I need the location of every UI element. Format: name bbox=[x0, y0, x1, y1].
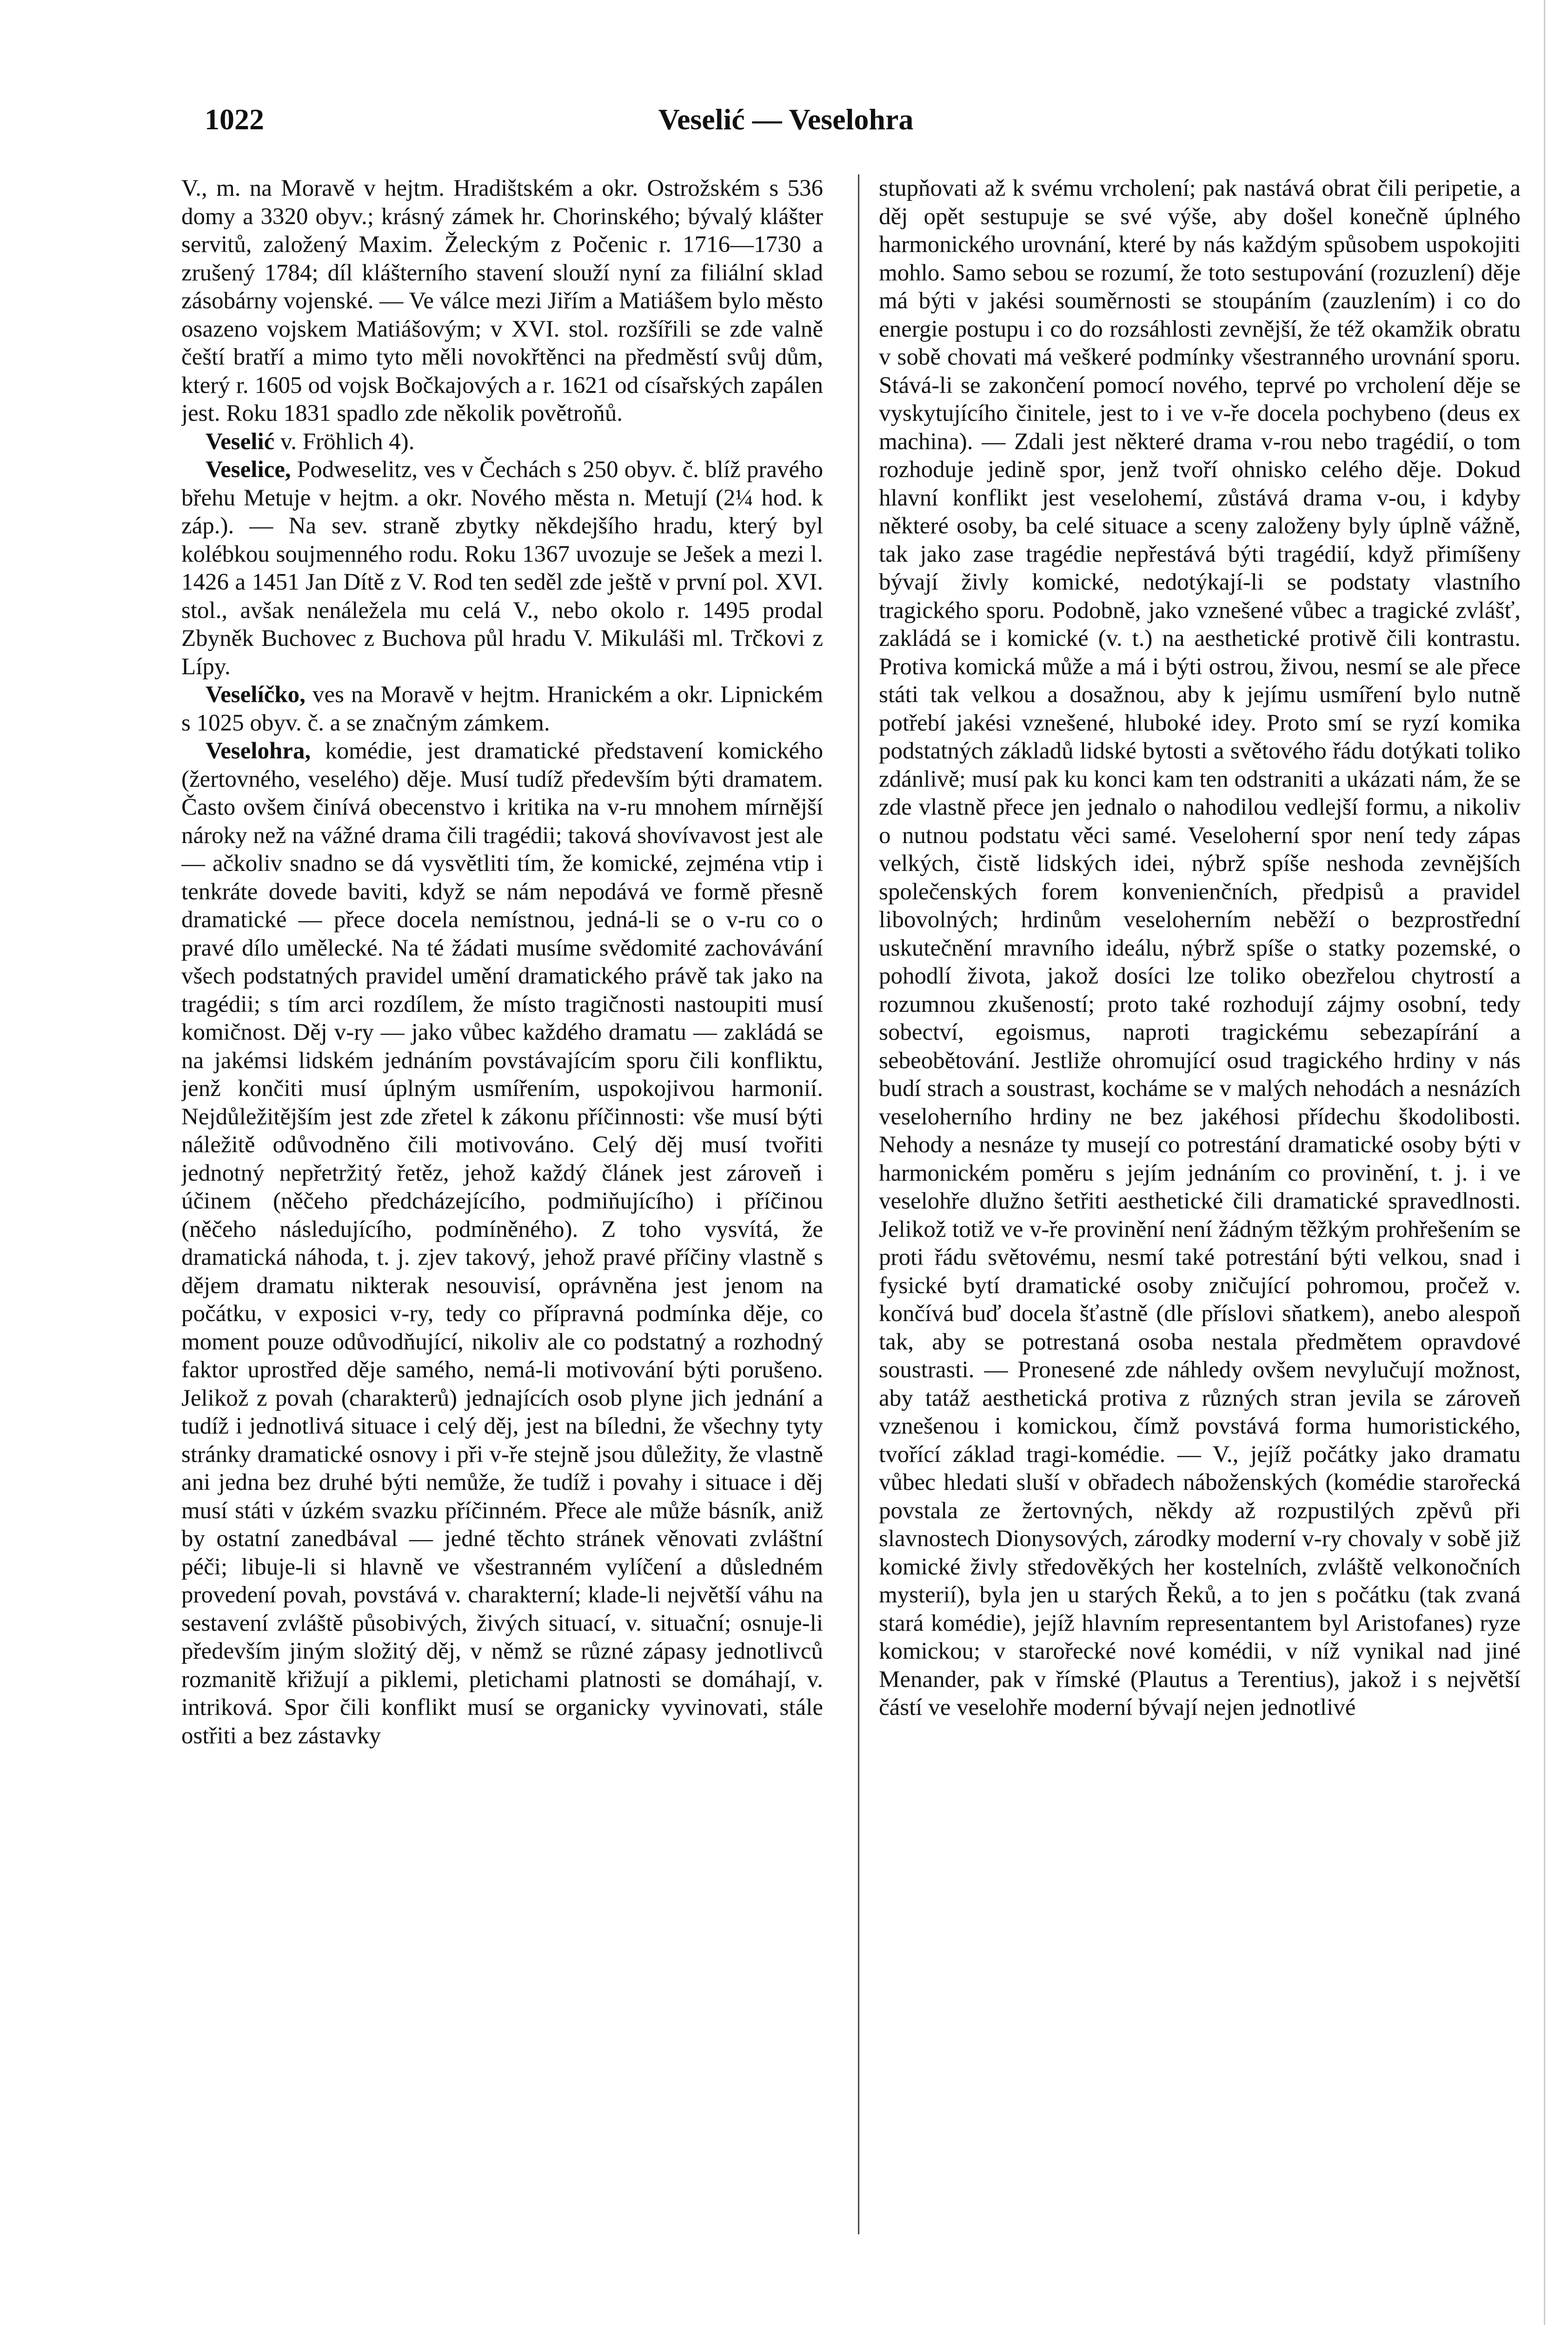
entry-text: V., m. na Moravě v hejtm. Hradištském a okr. Ostrožském s 536 domy a 3320 obyv.; krásný zámek hr. Chorinského; bývalý klášter servitů, založený Maxim. Želeckým z Počenic r. 1716—1730 a zrušený 1784; díl klášterního stavení slouží nyní za filiální sklad zásobárny vojenské. — Ve válce mezi Jiřím a Matiášem bylo město osazeno vojskem Matiášovým; v XVI. stol. rozšířili se zde valně čeští bratří a mimo tyto měli novokřtěnci na předměstí svůj dům, který r. 1605 od vojsk Bočkajových a r. 1621 od císařských zapálen jest. Roku 1831 spadlo zde několik povětroňů. bbox=[181, 175, 823, 426]
entry-text: komédie, jest dramatické představení komického (žertovného, veselého) děje. Musí tudíž především býti dramatem. Často ovšem činívá obecenstvo i kritika na v-ru mnohem mírnější nároky než na vážné drama čili tragédii; taková shovívavost jest ale — ačkoliv snadno se dá vysvětliti tím, že komické, zejména vtip i tenkráte dovede baviti, když se nám nepodává ve formě přesně dramatické — přece docela nemístnou, jedná-li se o v-ru co o pravé dílo umělecké. Na té žádati musíme svědomité zachovávání všech podstatných pravidel umění dramatického právě tak jako na tragédii; s tím arci rozdílem, že místo tragičnosti nastoupiti musí komičnost. Děj v-ry — jako vůbec každého dramatu — zakládá se na jakémsi lidském jednáním povstávajícím sporu čili konfliktu, jenž končiti musí úplným usmířením, uspokojivou harmonií. Nejdůležitějším jest zde zřetel k zákonu příčinnosti: vše musí býti náležitě odůvodněno čili motivováno. Celý děj musí tvořiti jednotný nepřetržitý řetěz, jehož každý článek jest zároveň i účinem (něčeho předcházejícího, podmiňujícího) i příčinou (něčeho následujícího, podmíněného). Z toho vysvítá, že dramatická náhoda, t. j. zjev takový, jehož pravé příčiny vlastně s dějem dramatu nikterak nesouvisí, oprávněna jest jenom na počátku, v exposici v-ry, tedy co přípravná podmínka děje, co moment pouze odůvodňující, nikoliv ale co podstatný a rozhodný faktor uprostřed děje samého, nemá-li motivování býti porušeno. Jelikož z povah (charakterů) jednajících osob plyne jich jednání a tudíž i jednotlivá situace i celý děj, jest na bíledni, že všechny tyty stránky dramatické osnovy i při v-ře stejně jsou důležity, že vlastně ani jedna bez druhé býti nemůže, že tudíž i povahy i situace i děj musí státi v úzkém svazku příčinném. Přece ale může básník, aniž by ostatní zanedbával — jedné těchto stránek věnovati zvláštní péči; libuje-li si hlavně ve všestranném vylíčení a důsledném provedení povah, povstává v. charakterní; klade-li největší váhu na sestavení zvláště působivých, živých situací, v. situační; osnuje-li především jiným složitý děj, v němž se různé zápasy jednotlivců rozmanitě křižují a piklemi, pletichami platnosti se domáhají, v. intriková. Spor čili konflikt musí se organicky vyvinovati, stále ostřiti a bez zástavky bbox=[181, 738, 823, 1749]
running-head: Veselić — Veselohra bbox=[658, 103, 914, 136]
entry-text: ves na Moravě v hejtm. Hranickém a okr. Lipnickém s 1025 obyv. č. a se značným zámkem. bbox=[181, 682, 823, 736]
entry-paragraph bbox=[181, 174, 823, 428]
left-column bbox=[181, 174, 823, 2262]
page-header bbox=[205, 102, 1367, 144]
entry-text: Podweselitz, ves v Čechách s 250 obyv. č. blíž pravého břehu Metuje v hejtm. a okr. Nového města n. Metují (2¼ hod. k záp.). — Na sev. straně zbytky někdejšího hradu, který byl kolébkou soujmenného rodu. Roku 1367 uvozuje se Ješek a mezi l. 1426 a 1451 Jan Dítě z V. Rod ten seděl zde ještě v první pol. XVI. stol., avšak nenáležela mu celá V., nebo okolo r. 1495 prodal Zbyněk Buchovec z Buchova půl hradu V. Mikuláši ml. Trčkovi z Lípy. bbox=[181, 457, 823, 680]
entry-text: stupňovati až k svému vrcholení; pak nastává obrat čili peripetie, a děj opět sestupuje se své výše, aby došel konečně úplného harmonického urovnání, které by nás každým spůsobem uspokojiti mohlo. Samo sebou se rozumí, že toto sestupování (rozuzlení) děje má býti v jakési souměrnosti se stoupáním (zauzlením) i co do energie postupu i co do rozsáhlosti zevnější, že též okamžik obratu v sobě chovati má veškeré podmínky všestranného urovnání sporu. Stává-li se zakončení pomocí nového, teprvé po vrcholení děje se vyskytujícího činitele, jest to i ve v-ře docela pochybeno (deus ex machina). — Zdali jest některé drama v-rou nebo tragédií, o tom rozhoduje jedině spor, jenž tvoří ohnisko celého děje. Dokud hlavní konflikt jest veselohemí, zůstává drama v-ou, i kdyby některé osoby, ba celé situace a sceny založeny byly úplně vážně, tak jako zase tragédie nepřestává býti tragédií, když přimíšeny bývají živly komické, nedotýkají-li se podstaty vlastního tragického sporu. Podobně, jako vznešené vůbec a tragické zvlášť, zakládá se i komické (v. t.) na aesthetické protivě čili kontrastu. Protiva komická může a má i býti ostrou, živou, nesmí se ale přece státi tak velkou a dosažnou, aby k jejímu usmíření bylo nutně potřebí jakési vznešené, hluboké idey. Proto smí se ryzí komika podstatných základů lidské bytosti a světového řádu dotýkati toliko zdánlivě; musí pak ku konci kam ten odstraniti a ukázati nám, že se zde vlastně přece jen jednalo o nahodilou vedlejší formu, a nikoliv o nutnou podstatu věci samé. Veseloherní spor není tedy zápas velkých, čistě lidských idei, nýbrž spíše neshoda zevnějších společenských forem konvenienčních, předpisů a pravidel libovolných; hrdinům veseloherním neběží o bezprostřední uskutečnění mravního ideálu, nýbrž spíše o statky pozemské, o pohodlí života, jakož dosíci lze toliko obezřelou chytrostí a rozumnou zkušeností; proto také rozhodují zájmy osobní, tedy sobectví, egoismus, naproti tragickému sebezapírání a sebeobětování. Jestliže ohromující osud tragického hrdiny v nás budí strach a soustrast, kocháme se v malých nehodách a nesnázích veseloherního hrdiny ne bez jakéhosi přídechu škodolibosti. Nehody a nesnáze ty musejí co potrestání dramatické osoby býti v harmonickém poměru s jejím jednáním co provinění, t. j. i ve veselohře dlužno šetřiti aesthetické čili dramatické spravedlnosti. Jelikož totiž ve v-ře provinění není žádným těžkým prohřešením se proti řádu světovému, nesmí také potrestání býti velkou, snad i fysické bytí dramatické osoby zničující pohromou, pročež v. končívá buď docela šťastně (dle příslovi sňatkem), anebo alespoň tak, aby se potrestaná osoba nestala předmětem opravdové soustrasti. — Pronesené zde náhledy ovšem nevylučují možnost, aby tatáž aesthetická protiva z různých stran jevila se zároveň vznešenou i komickou, čímž povstává forma humoristického, tvořící základ tragi-komédie. — V., jejíž počátky jako dramatu vůbec hledati sluší v obřadech náboženských (komédie starořecká povstala ze žertovných, někdy až rozpustilých zpěvů při slavnostech Dionysových, zárodky moderní v-ry chovaly v sobě již komické živly středověkých her kostelních, zvláště velkonočních mysterií), byla jen u starých Řeků, a to jen s počátku (tak zvaná stará komédie), jejíž hlavním representantem byl Aristofanes) ryze komickou; v starořecké nové komédii, v níž vynikal nad jiné Menander, pak v římské (Plautus a Terentius), jakož i s největší částí ve veselohře moderní bývají nejen jednotlivé bbox=[879, 175, 1521, 1720]
entry-lemma: Veselić bbox=[206, 428, 275, 455]
entry-paragraph bbox=[181, 428, 823, 456]
page-number: 1022 bbox=[205, 103, 264, 136]
entry-text: v. Fröhlich 4). bbox=[280, 428, 415, 455]
entry-paragraph bbox=[879, 174, 1521, 1722]
entry-lemma: Veselice, bbox=[206, 457, 291, 483]
page-edge bbox=[1544, 0, 1545, 2325]
entry-paragraph bbox=[181, 456, 823, 681]
entry-lemma: Veselohra, bbox=[206, 738, 311, 764]
right-column bbox=[879, 174, 1521, 2262]
entry-lemma: Veselíčko, bbox=[206, 682, 306, 708]
entry-paragraph bbox=[181, 681, 823, 737]
column-divider bbox=[858, 174, 859, 2234]
entry-paragraph bbox=[181, 737, 823, 1750]
